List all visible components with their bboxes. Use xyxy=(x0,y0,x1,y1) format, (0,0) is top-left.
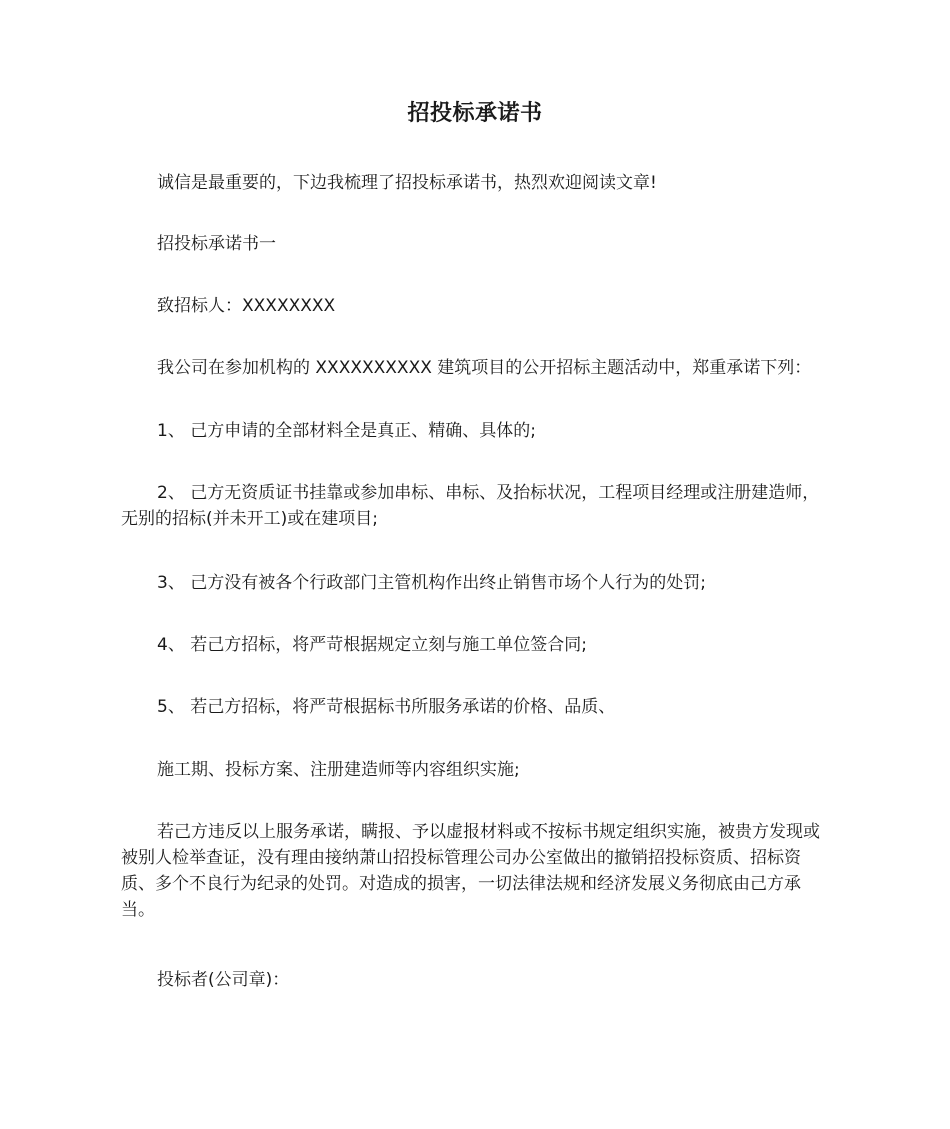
addressee-line: 致招标人：XXXXXXXX xyxy=(157,296,336,316)
signature-line: 投标者(公司章)： xyxy=(157,970,290,990)
document-title: 招投标承诺书 xyxy=(407,101,543,126)
intro-paragraph: 诚信是最重要的，下边我梳理了招投标承诺书，热烈欢迎阅读文章! xyxy=(157,173,657,193)
commitment-item-1: 1、 己方申请的全部材料全是真正、精确、具体的; xyxy=(157,421,536,441)
commitment-item-3: 3、 己方没有被各个行政部门主管机构作出终止销售市场个人行为的处罚; xyxy=(157,573,706,593)
commitment-item-2: 2、 己方无资质证书挂靠或参加串标、串标、及抬标状况，工程项目经理或注册建造师，无别的招标(并未开工)或在建项目; xyxy=(121,483,820,529)
penalty-paragraph: 若己方违反以上服务承诺，瞒报、予以虚报材料或不按标书规定组织实施，被贵方发现或被别人检举查证，没有理由接纳萧山招投标管理公司办公室做出的撤销招投标资质、招标资质、多个不良行为纪录的处罚。对造成的损害，一切法律法规和经济发展义务彻底由己方承当。 xyxy=(121,822,820,920)
section-heading: 招投标承诺书一 xyxy=(157,234,276,254)
commitment-item-4: 4、 若己方招标，将严苛根据规定立刻与施工单位签合同; xyxy=(157,635,587,655)
commitment-intro: 我公司在参加机构的 XXXXXXXXXX 建筑项目的公开招标主题活动中，郑重承诺下列： xyxy=(157,358,812,378)
commitment-item-5: 5、 若己方招标，将严苛根据标书所服务承诺的价格、品质、 xyxy=(157,697,616,717)
commitment-item-5-continued: 施工期、投标方案、注册建造师等内容组织实施; xyxy=(157,760,520,780)
